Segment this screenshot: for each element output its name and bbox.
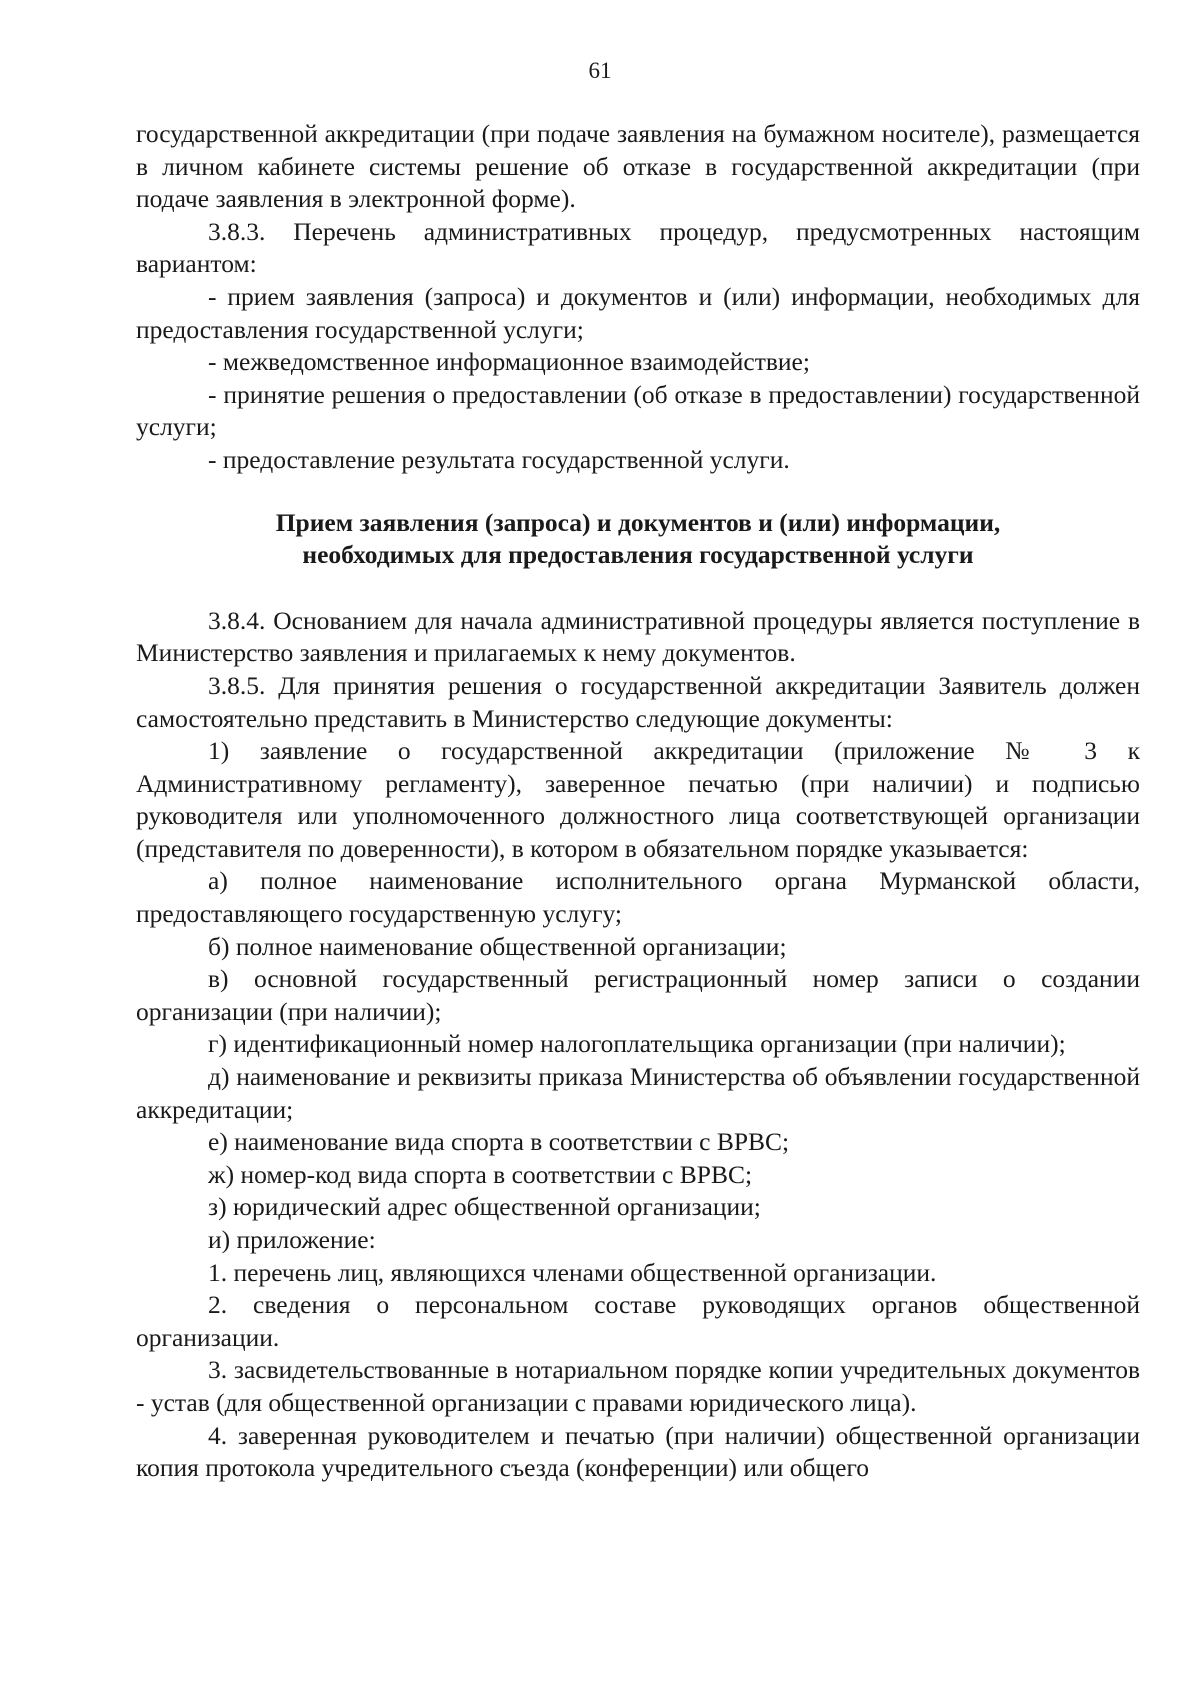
list-item-document: 1) заявление о государственной аккредитации (приложение № 3 к Административному регламенту), заверенное печатью (при наличии) и подписью руководителя или уполномоченного должностного лица соответствующей организации (представителя по доверенности), в котором в обязательном порядке указывается:	[136, 736, 1140, 863]
document-body	[136, 118, 1140, 1485]
list-item-subpoint: ж) номер-код вида спорта в соответствии с ВРВС;	[208, 1159, 753, 1189]
list-item-subpoint: б) полное наименование общественной организации;	[208, 931, 787, 961]
list-item-subpoint: и) приложение:	[208, 1225, 376, 1254]
list-item-procedure: - межведомственное информационное взаимодействие;	[208, 347, 810, 377]
list-item-subpoint: з) юридический адрес общественной организации;	[208, 1192, 761, 1222]
section-heading-line: Прием заявления (запроса) и документов и (или) информации,	[275, 507, 1001, 537]
list-item-procedure: - предоставление результата государственной услуги.	[208, 444, 790, 474]
paragraph-3-8-3: 3.8.3. Перечень административных процедур, предусмотренных настоящим вариантом:	[136, 216, 1140, 279]
list-item-procedure: - прием заявления (запроса) и документов и (или) информации, необходимых для предоставления государственной услуги;	[136, 281, 1140, 344]
list-item-attachment: 1. перечень лиц, являющихся членами общественной организации.	[208, 1257, 937, 1287]
list-item-subpoint: е) наименование вида спорта в соответствии с ВРВС;	[208, 1127, 790, 1157]
paragraph-3-8-5: 3.8.5. Для принятия решения о государственной аккредитации Заявитель должен самостоятельно представить в Министерство следующие документы:	[136, 670, 1140, 733]
section-heading	[136, 507, 1140, 572]
list-item-procedure: - принятие решения о предоставлении (об отказе в предоставлении) государственной услуги;	[136, 379, 1140, 442]
paragraph-3-8-4: 3.8.4. Основанием для начала административной процедуры является поступление в Министерство заявления и прилагаемых к нему документов.	[136, 605, 1140, 668]
list-item-subpoint: а) полное наименование исполнительного органа Мурманской области, предоставляющего государственную услугу;	[136, 866, 1140, 929]
section-heading-line: необходимых для предоставления государственной услуги	[302, 540, 974, 570]
list-item-subpoint: д) наименование и реквизиты приказа Министерства об объявлении государственной аккредитации;	[136, 1062, 1140, 1124]
list-item-attachment: 4. заверенная руководителем и печатью (при наличии) общественной организации копия протокола учредительного съезда (конференции) или общего	[136, 1420, 1140, 1483]
list-item-subpoint: г) идентификационный номер налогоплательщика организации (при наличии);	[208, 1029, 1066, 1059]
page-number: 61	[588, 58, 612, 83]
list-item-subpoint: в) основной государственный регистрационный номер записи о создании организации (при наличии);	[136, 964, 1140, 1026]
list-item-attachment: 3. засвидетельствованные в нотариальном порядке копии учредительных документов - устав (для общественной организации с правами юридического лица).	[136, 1355, 1140, 1417]
list-item-attachment: 2. сведения о персональном составе руководящих органов общественной организации.	[136, 1290, 1140, 1352]
paragraph-continuation: государственной аккредитации (при подаче заявления на бумажном носителе), размещается в личном кабинете системы решение об отказе в государственной аккредитации (при подаче заявления в электронной форме).	[136, 119, 1140, 214]
